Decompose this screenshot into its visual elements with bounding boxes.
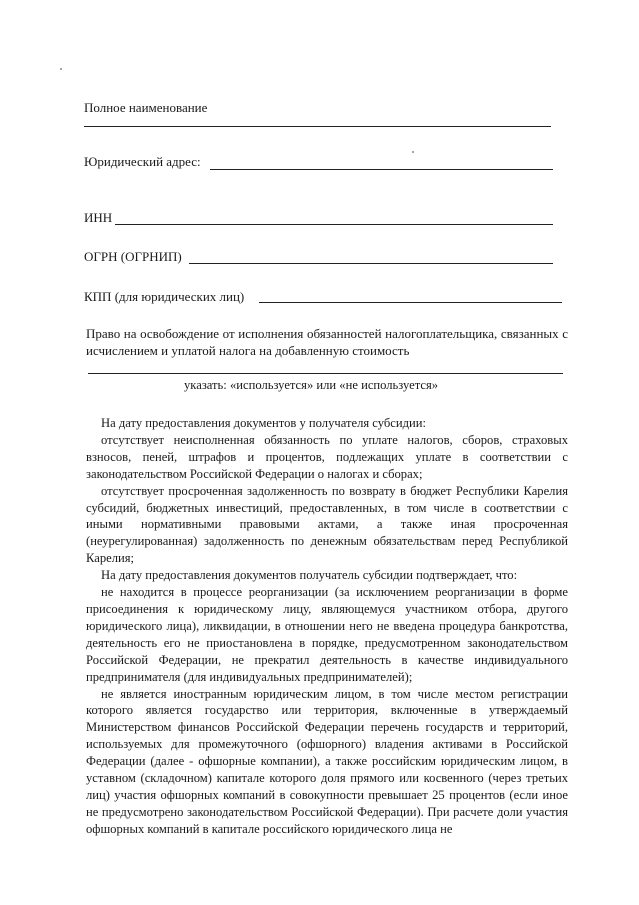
ogrn-label: ОГРН (ОГРНИП)	[84, 249, 182, 264]
section1-heading: На дату предоставления документов у получателя субсидии:	[101, 416, 426, 430]
section2-item-offshore: не является иностранным юридическим лицом, в том числе местом регистрации которого является государство или территория, включенные в утверждаемый Министерством финансов Российской Федерации перечень государств и территорий, используемых для промежуточного (офшорного) владения активами в Российской Федерации (далее - офшорные компании), а также российским юридическим лицом, в уставном (складочном) капитале которого доля прямого или косвенного (через третьих лиц) участия офшорных компаний в совокупности превышает 25 процентов (если иное не предусмотрено законодательством Российской Федерации). При расчете доли участия офшорных компаний в капитале российского юридического лица не	[86, 686, 568, 836]
section2-item-reorganization: не находится в процессе реорганизации (за исключением реорганизации в форме присоединения к юридическому лицу, являющемуся участником отбора, другого юридического лица), ликвидации, в отношении него не введена процедура банкротства, деятельность его не приостановлена в порядке, предусмотренном законодательством Российской Федерации, не прекратил деятельность в качестве индивидуального предпринимателя (для индивидуальных предпринимателей);	[86, 585, 568, 684]
conditions-body	[86, 415, 568, 838]
section2-heading: На дату предоставления документов получатель субсидии подтверждает, что:	[101, 568, 518, 583]
section1-item-debts: отсутствует просроченная задолженность по возврату в бюджет Республики Карелия субсидий, бюджетных инвестиций, предоставленных, в том числе в соответствии с иными нормативными правовыми актами, а также иная просроченная (неурегулированная) задолженность по денежным обязательствам перед Республикой Карелия;	[86, 483, 568, 566]
scan-speck	[412, 151, 414, 153]
kpp-line	[259, 302, 562, 303]
vat-hint: указать: «используется» или «не используется»	[184, 378, 439, 392]
kpp-label: КПП (для юридических лиц)	[84, 289, 245, 304]
full-name-line	[84, 126, 551, 127]
ogrn-line	[189, 263, 553, 264]
scan-speck	[60, 68, 62, 70]
vat-line	[88, 373, 563, 374]
inn-label: ИНН	[84, 210, 113, 225]
vat-exemption-text: Право на освобождение от исполнения обязанностей налогоплательщика, связанных с исчислением и уплатой налога на добавленную стоимость	[86, 326, 568, 358]
section1-item-taxes: отсутствует неисполненная обязанность по уплате налогов, сборов, страховых взносов, пеней, штрафов и процентов, подлежащих уплате в соответствии с законодательством Российской Федерации о налогах и сборах;	[86, 432, 568, 481]
legal-address-line	[210, 169, 553, 170]
inn-line	[115, 224, 553, 225]
full-name-label: Полное наименование	[84, 100, 208, 115]
legal-address-label: Юридический адрес:	[84, 154, 201, 169]
